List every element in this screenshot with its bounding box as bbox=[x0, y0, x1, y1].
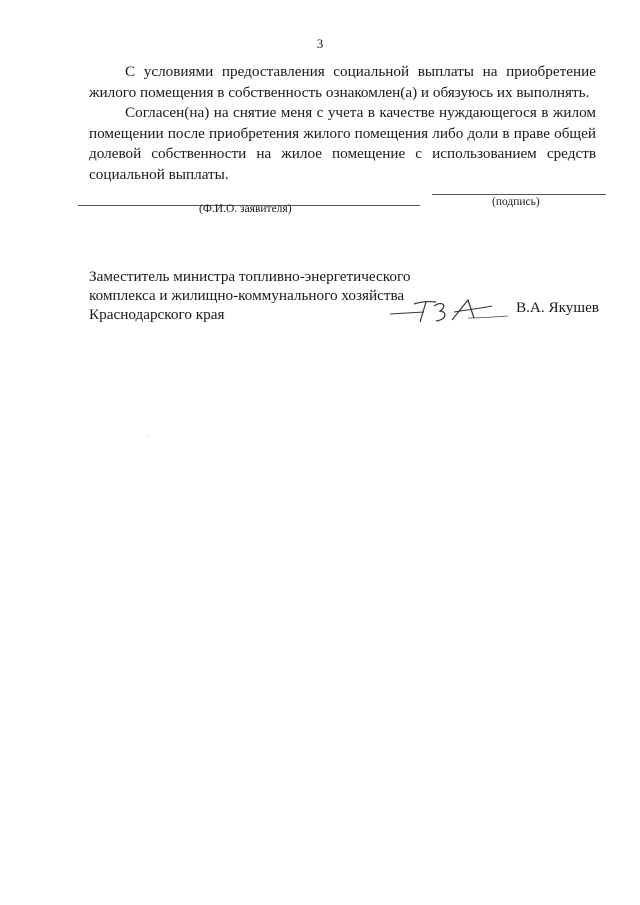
signatory-title-line-1: Заместитель министра топливно-энергетического bbox=[89, 268, 411, 285]
signatory-name: В.А. Якушев bbox=[516, 299, 599, 316]
paragraph-conditions: С условиями предоставления социальной выплаты на приобретение жилого помещения в собственность ознакомлен(а) и обязуюсь их выполнять. bbox=[89, 63, 596, 101]
signatory-title-line-3: Краснодарского края bbox=[89, 306, 225, 323]
fio-caption: (Ф.И.О. заявителя) bbox=[199, 203, 292, 215]
paragraph-consent: Согласен(на) на снятие меня с учета в качестве нуждающегося в жилом помещении после приобретения жилого помещения либо доли в праве общей долевой собственности на жилое помещение с использованием средств социальной выплаты. bbox=[89, 104, 596, 183]
signature-line bbox=[432, 194, 606, 195]
scan-speck bbox=[147, 436, 148, 437]
handwritten-signature bbox=[384, 288, 514, 330]
document-body bbox=[89, 62, 596, 185]
signatory-title bbox=[89, 267, 419, 324]
page-number: 3 bbox=[316, 36, 324, 51]
signatory-title-line-2: комплекса и жилищно-коммунального хозяйства bbox=[89, 287, 405, 304]
signature-caption: (подпись) bbox=[492, 196, 540, 208]
